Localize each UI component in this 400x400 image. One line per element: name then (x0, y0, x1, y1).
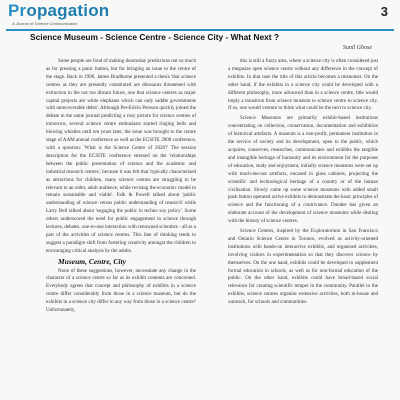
paragraph: Science Museums are primarily exhibit-based institutions concentrating on collection, conservation, documentation and exhibition of historical artefacts. A museum is a non-profit, permanent institution in the service of society and its development, open to the public, which acquires, conserves, researches, communicates and exhibits the tangible and intangible heritage of humanity and its environment for the purposes of education, study and enjoyment, initially science museums were set up with touch-me-not artefacts, encased in glass cabinets, projecting the scientific and technological heritage of a country or of the human civilisation. Slowly came up some science museums with added small push button operated active exhibits to demonstrate the basic principles of science and the functioning of a contrivance. Dundee has given an elaborate account of the development of science museums while dealing with the history of science centres. (228, 115, 378, 225)
page-number: 3 (380, 4, 388, 19)
journal-header (0, 0, 400, 28)
left-column (46, 58, 196, 315)
journal-logo: Propagation (8, 1, 110, 20)
paragraph: Science Centres, inspired by the Exploratorium in San Francisco and Ontario Science Centre in Toronto, evolved as activity-oriented institutions with hands-on interactive exhibits, and organised activities, involving visitors in experimentation so that they discover science by themselves. On the one hand, exhibits could be developed to supplement formal education in schools, as well as for non-formal education of the public. On the other hand, exhibits could have broad-based social relevance for creating scientific temper in the community. Parallel to the exhibits, science centres organise extensive activities, both in-house and outreach, for schools and communities. (228, 228, 378, 306)
article-title: Science Museum - Science Centre - Science City - What Next ? (30, 32, 279, 42)
paragraph: None of these suggestions, however, necessitate any change in the character of a science centre so far as its exhibit contents are concerned. Everybody agrees that concept and philosophy of exhibits in a science centre differ considerably from those in a science museum, but do the exhibits in a science city differ in any way from those in a science centre? Unfortunately, (46, 267, 196, 314)
paragraph: this is still a fuzzy area, where a science city is often considered just a megasize open science centre without any difference in the concept of exhibits. In that case the title of this article becomes a misnomer. On the other hand, if the exhibits in a science city could be developed with a different philosophy, more advanced than in a science centre, title would imply a transition from science museum to science centre to science city. If so, one would venture to think what could be the next to science city. (228, 58, 378, 112)
section-subheading: Museum, Centre, City (58, 256, 126, 266)
right-column (228, 58, 378, 307)
article-author: Sunil Ghose (342, 45, 372, 51)
journal-tagline: A Journal of Science Communication (12, 21, 78, 26)
paragraph: Some people are fond of making doomsday predictions not so much as for pressing a panic button, but for bringing an issue to the centre of the stage. Back in 1998, James Bradburne presented a thesis 'that science centres as they are presently constituted are dinosaurs threatened with extinction in the not too distant future, one that science centres as major capital projects are white elephants which can only saddle governments with unrecoverable debts'. Although Per-Edvin Persson quickly joined the debate in the same journal predicting a rosy picture for science centres of tomorrow, several science centre enthusiasts started ringing bells and blowing whistles until ten years later, the issue was brought to the centre stage of AAM annual conference as well as the ECSITE 2008 conference, with a question: 'What is the Science Centre of 2020?' The session description for the ECSITE conference stressed on the 'relationships between the public presentation of science and the academic and industrial research centres', because it was felt that 'typically characterised as attractions for children, many science centres are struggling to be relevant to an older, adult audience, while revising the economic model to remain sustainable and viable'. Falk & Powell talked about 'public understanding of science versus public understanding of research' while Larry Bell talked about 'engaging the public in techno soy policy'. Some others underscored the need for public engagement in science through lectures, debates, one-to-one interaction with renowned scientists - all as a part of the activities of science centres. This line of thinking tends to suggest a paradigm shift from fostering creativity amongst the children to encouraging critical analysis by the adults. (46, 58, 196, 254)
header-divider (6, 29, 394, 31)
